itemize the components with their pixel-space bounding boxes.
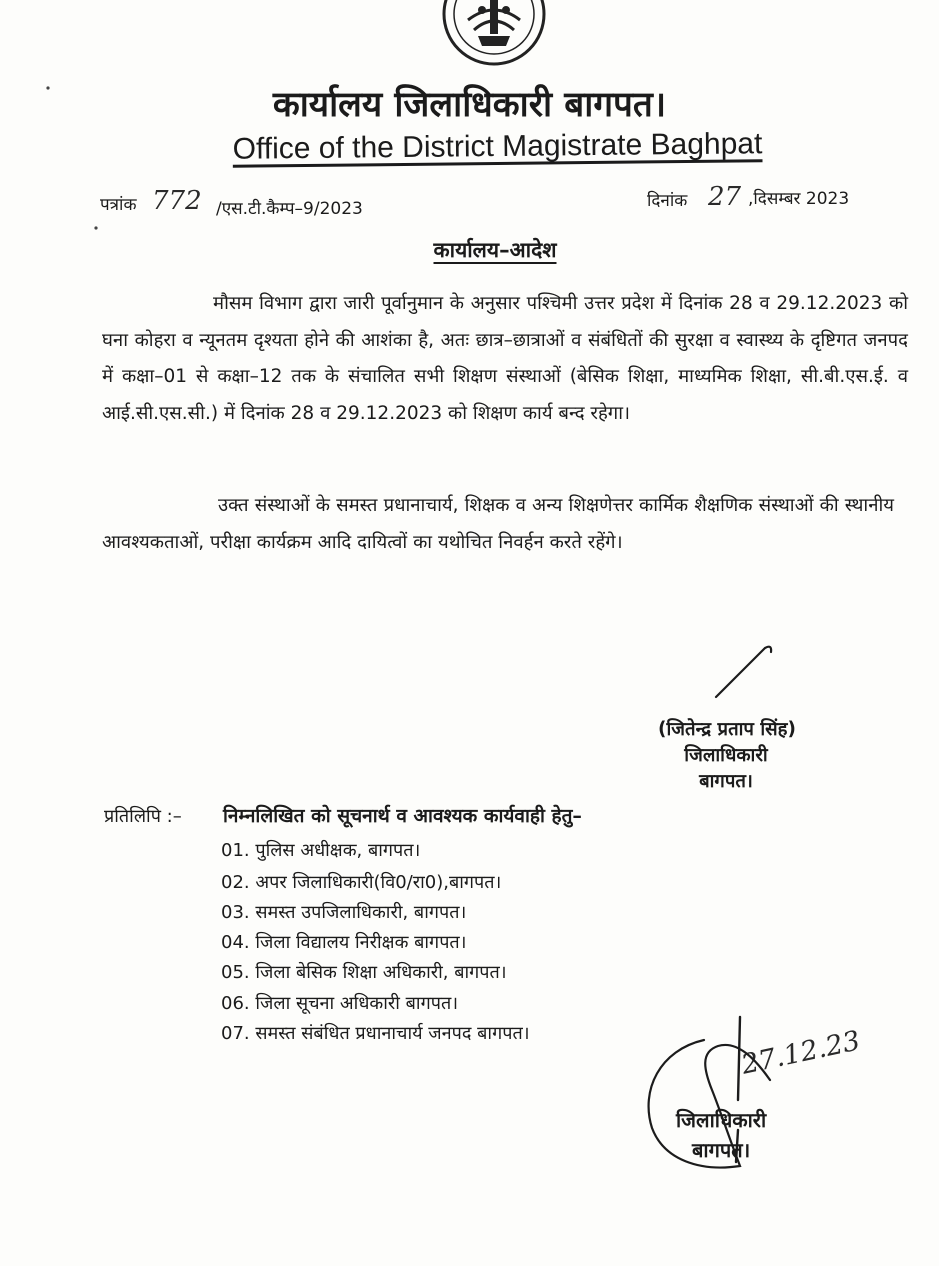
signatory-name: (जितेन्द्र प्रताप सिंह)	[658, 719, 796, 740]
footer-place: बागपत।	[692, 1138, 751, 1162]
date-prefix: दिनांक	[647, 191, 688, 211]
copy-list-item: 06. जिला सूचना अधिकारी बागपत।	[221, 993, 459, 1014]
signatory-place: बागपत।	[699, 771, 753, 792]
reference-number: 772	[152, 186, 202, 216]
order-paragraph-1: मौसम विभाग द्वारा जारी पूर्वानुमान के अनुसार पश्चिमी उत्तर प्रदेश में दिनांक 28 व 29.12.2023 को घना कोहरा व न्यूनतम दृश्यता होने की आशंका है, अतः छात्र–छात्राओं व संबंधितों की सुरक्षा व स्वास्थ्य के दृष्टिगत जनपद में कक्षा–01 से कक्षा–12 तक के संचालित सभी शिक्षण संस्थाओं (बेसिक शिक्षा, माध्यमिक शिक्षा, सी.बी.एस.ई. व आई.सी.एस.सी.) में दिनांक 28 व 29.12.2023 को शिक्षण कार्य बन्द रहेगा।	[102, 293, 908, 424]
reference-suffix: /एस.टी.कैम्प–9/2023	[216, 199, 363, 219]
office-title-english: Office of the District Magistrate Baghpat	[232, 127, 763, 166]
copy-list-item: 05. जिला बेसिक शिक्षा अधिकारी, बागपत।	[221, 962, 507, 983]
office-title-hindi: कार्यालय जिलाधिकारी बागपत।	[272, 85, 667, 125]
footer-designation: जिलाधिकारी	[676, 1108, 767, 1132]
order-heading: कार्यालय–आदेश	[433, 238, 557, 262]
copy-list-item: 01. पुलिस अधीक्षक, बागपत।	[221, 840, 421, 861]
copy-label: प्रतिलिपि :–	[104, 806, 182, 827]
copy-list-item: 02. अपर जिलाधिकारी(वि0/रा0),बागपत।	[221, 872, 502, 893]
copy-intro: निम्नलिखित को सूचनार्थ व आवश्यक कार्यवाही हेतु–	[223, 805, 582, 827]
reference-prefix: पत्रांक	[100, 195, 137, 215]
handwritten-date: 27.12.23	[738, 1025, 863, 1081]
date-suffix: ,दिसम्बर 2023	[748, 189, 850, 209]
signatory-designation: जिलाधिकारी	[684, 745, 768, 766]
date-day: 27	[708, 182, 742, 212]
state-emblem-icon	[438, 0, 550, 70]
copy-list-item: 04. जिला विद्यालय निरीक्षक बागपत।	[221, 932, 467, 953]
order-paragraph-2: उक्त संस्थाओं के समस्त प्रधानाचार्य, शिक्षक व अन्य शिक्षणेत्तर कार्मिक शैक्षणिक संस्थाओं की स्थानीय आवश्यकताओं, परीक्षा कार्यक्रम आदि दायित्वों का यथोचित निवर्हन करते रहेंगे।	[102, 495, 894, 553]
copy-list-item: 07. समस्त संबंधित प्रधानाचार्य जनपद बागपत।	[221, 1023, 530, 1044]
copy-list-item: 03. समस्त उपजिलाधिकारी, बागपत।	[221, 902, 467, 923]
